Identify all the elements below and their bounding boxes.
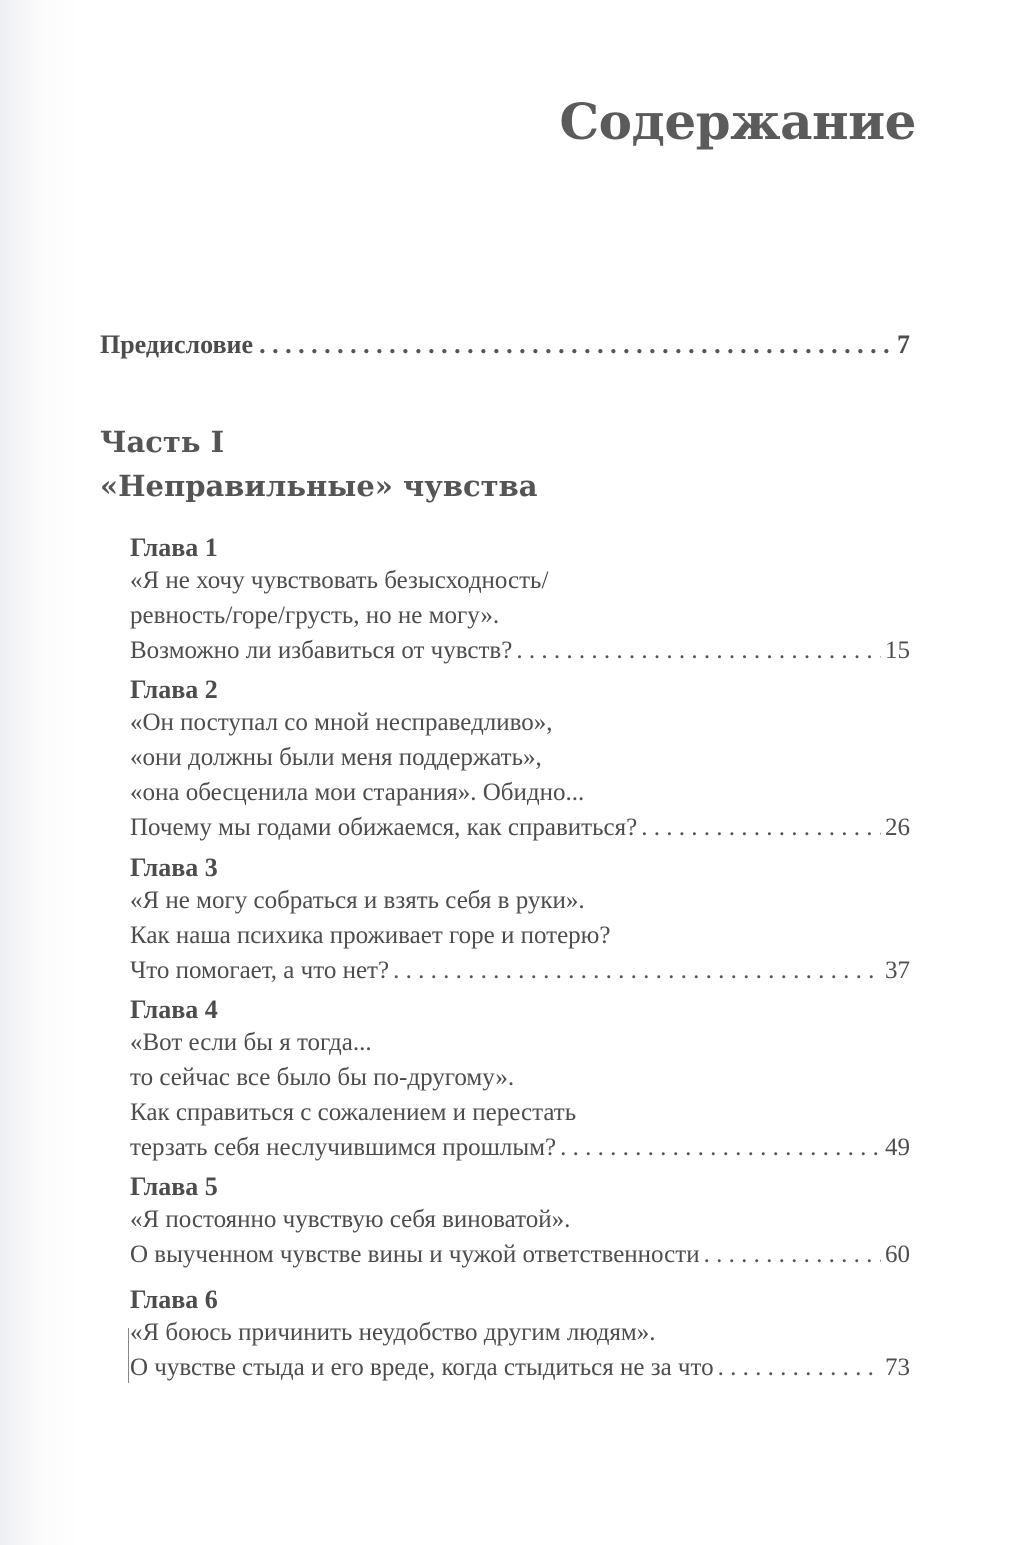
chapter-title-line: Возможно ли избавиться от чувств? bbox=[130, 637, 513, 664]
page-number: 60 bbox=[885, 1241, 910, 1268]
page-number: 49 bbox=[885, 1134, 910, 1161]
chapter-title-line: терзать себя неслучившимся прошлым? bbox=[130, 1134, 557, 1161]
toc-entry-preface[interactable] bbox=[100, 330, 910, 360]
chapter-title-line: то сейчас все было бы по-другому». bbox=[130, 1064, 515, 1091]
dot-leader bbox=[718, 1350, 881, 1385]
page-number: 37 bbox=[885, 957, 910, 984]
toc-entry-chapter-4[interactable] bbox=[130, 995, 910, 1165]
dot-leader bbox=[259, 330, 891, 360]
chapter-label: Глава 6 bbox=[130, 1285, 218, 1314]
chapter-title-line: «Я постоянно чувствую себя виноватой». bbox=[130, 1206, 571, 1233]
chapter-label: Глава 1 bbox=[130, 533, 218, 562]
page-number: 26 bbox=[885, 814, 910, 841]
chapter-title-line: «Я боюсь причинить неудобство другим людям». bbox=[130, 1319, 656, 1346]
margin-mark bbox=[128, 1328, 129, 1383]
chapter-label: Глава 5 bbox=[130, 1172, 218, 1201]
page-number: 15 bbox=[885, 637, 910, 664]
chapter-title-line: «она обесценила мои старания». Обидно... bbox=[130, 779, 585, 806]
chapter-title-line: «Я не хочу чувствовать безысходность/ bbox=[130, 567, 549, 594]
chapter-title-line: Как наша психика проживает горе и потерю? bbox=[130, 922, 611, 949]
chapter-label: Глава 2 bbox=[130, 675, 218, 704]
part-number: Часть I bbox=[100, 425, 225, 459]
chapter-label: Глава 4 bbox=[130, 995, 218, 1024]
entry-label: Предисловие bbox=[100, 330, 254, 359]
dot-leader bbox=[393, 953, 881, 988]
chapter-last-line bbox=[130, 1130, 910, 1165]
chapter-title-line: «они должны были меня поддержать», bbox=[130, 744, 542, 771]
chapter-title-line: «Вот если бы я тогда... bbox=[130, 1029, 372, 1056]
part-heading bbox=[100, 420, 538, 508]
chapter-title-line: ревность/горе/грусть, но не могу». bbox=[130, 602, 500, 629]
chapter-last-line bbox=[130, 1237, 910, 1272]
page-number: 7 bbox=[897, 330, 910, 359]
dot-leader bbox=[704, 1237, 881, 1272]
dot-leader bbox=[641, 810, 881, 845]
page-title: Содержание bbox=[559, 92, 916, 151]
page-number: 73 bbox=[885, 1354, 910, 1381]
chapter-last-line bbox=[130, 633, 910, 668]
dot-leader bbox=[560, 1130, 881, 1165]
chapter-title-line: «Он поступал со мной несправедливо», bbox=[130, 709, 553, 736]
part-name: «Неправильные» чувства bbox=[100, 469, 538, 503]
chapter-label: Глава 3 bbox=[130, 853, 218, 882]
chapter-last-line bbox=[130, 810, 910, 845]
chapter-title-line: «Я не могу собраться и взять себя в руки». bbox=[130, 887, 585, 914]
chapter-title-line: О чувстве стыда и его вреде, когда стыдиться не за что bbox=[130, 1354, 714, 1381]
toc-entry-chapter-1[interactable] bbox=[130, 533, 910, 668]
dot-leader bbox=[516, 633, 881, 668]
toc-entry-chapter-3[interactable] bbox=[130, 853, 910, 988]
chapter-title-line: О выученном чувстве вины и чужой ответственности bbox=[130, 1241, 700, 1268]
toc-entry-chapter-5[interactable] bbox=[130, 1172, 910, 1272]
toc-entry-chapter-6[interactable] bbox=[130, 1285, 910, 1385]
chapter-last-line bbox=[130, 1350, 910, 1385]
chapter-title-line: Как справиться с сожалением и перестать bbox=[130, 1099, 577, 1126]
toc-entry-chapter-2[interactable] bbox=[130, 675, 910, 845]
chapter-title-line: Что помогает, а что нет? bbox=[130, 957, 390, 984]
chapter-title-line: Почему мы годами обижаемся, как справиться? bbox=[130, 814, 638, 841]
chapter-last-line bbox=[130, 953, 910, 988]
